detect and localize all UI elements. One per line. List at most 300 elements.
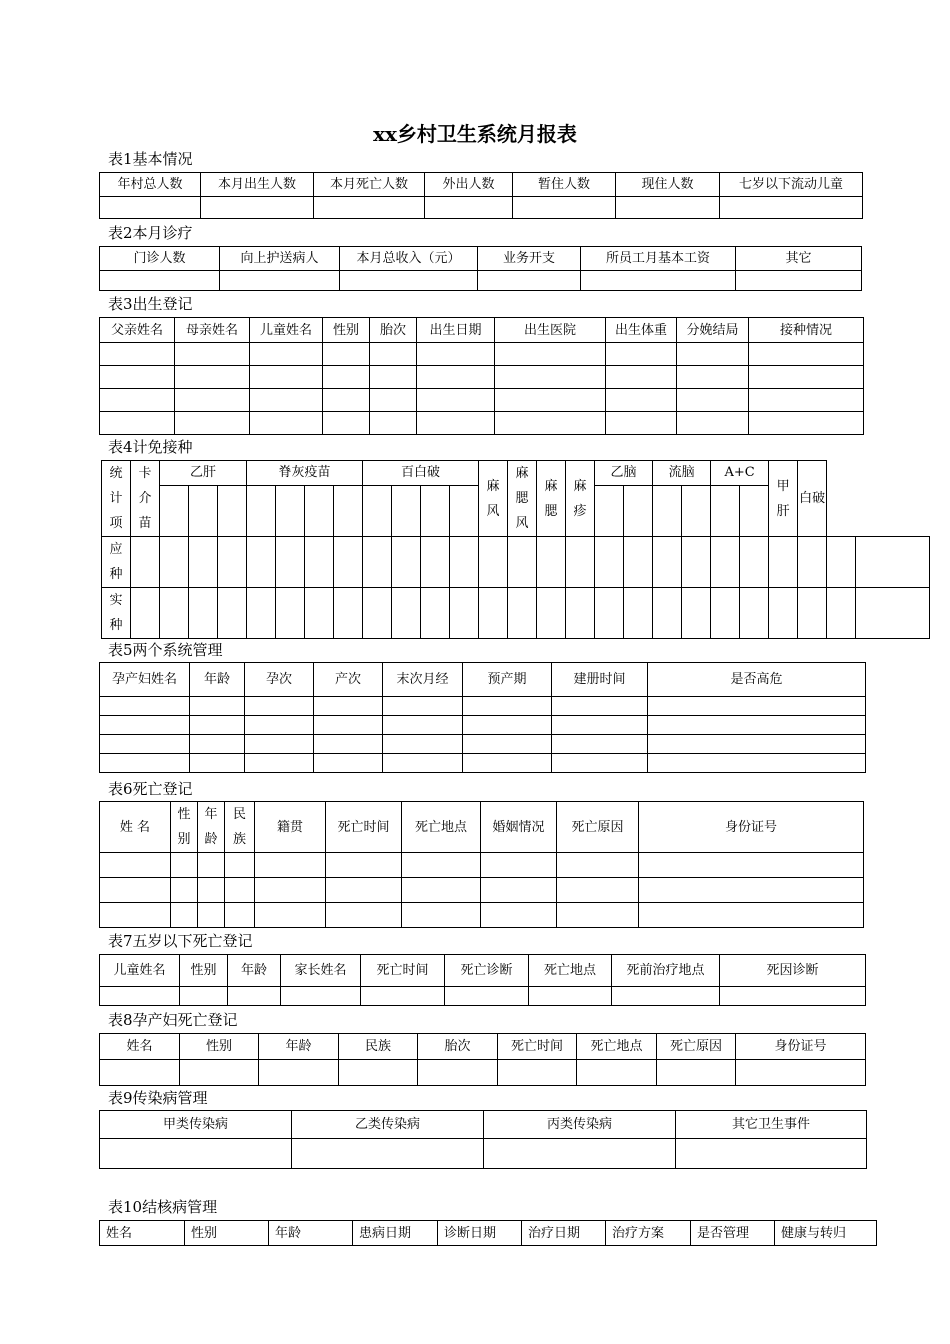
data-cell[interactable] bbox=[648, 754, 866, 773]
data-cell[interactable] bbox=[383, 754, 463, 773]
data-cell[interactable] bbox=[402, 903, 481, 928]
header-cell: 出生日期 bbox=[417, 318, 495, 343]
data-cell[interactable] bbox=[749, 366, 864, 389]
data-cell[interactable] bbox=[639, 903, 864, 928]
data-cell[interactable] bbox=[326, 853, 402, 878]
table2-caption: 表2本月诊疗 bbox=[108, 224, 193, 242]
table10-tuberculosis bbox=[99, 1220, 877, 1246]
data-cell[interactable] bbox=[100, 754, 190, 773]
data-cell[interactable] bbox=[323, 343, 370, 366]
header-cell: 姓名 bbox=[100, 1034, 180, 1060]
dose-cell bbox=[682, 485, 711, 536]
data-cell[interactable] bbox=[639, 853, 864, 878]
data-cell[interactable] bbox=[198, 878, 225, 903]
data-cell[interactable] bbox=[326, 903, 402, 928]
table-row bbox=[100, 271, 862, 291]
data-cell[interactable] bbox=[100, 697, 190, 716]
data-cell[interactable] bbox=[711, 537, 740, 588]
data-cell[interactable] bbox=[305, 537, 334, 588]
data-cell[interactable] bbox=[616, 197, 720, 219]
data-cell[interactable] bbox=[402, 878, 481, 903]
data-cell[interactable] bbox=[323, 389, 370, 412]
data-cell[interactable] bbox=[648, 735, 866, 754]
dose-cell bbox=[305, 485, 334, 536]
header-cell: 丙类传染病 bbox=[484, 1111, 676, 1139]
header-cell: 死亡诊断 bbox=[445, 955, 529, 987]
measles-header: 麻 疹 bbox=[566, 461, 595, 537]
data-cell[interactable] bbox=[657, 1060, 736, 1086]
data-cell[interactable] bbox=[677, 412, 749, 435]
data-cell[interactable] bbox=[100, 271, 220, 291]
header-cell: 死亡原因 bbox=[557, 802, 639, 853]
header-cell: 出生体重 bbox=[606, 318, 677, 343]
data-cell[interactable] bbox=[370, 343, 417, 366]
dose-cell bbox=[421, 485, 450, 536]
data-cell[interactable] bbox=[255, 853, 326, 878]
data-cell[interactable] bbox=[513, 197, 616, 219]
table-row bbox=[100, 716, 866, 735]
data-cell[interactable] bbox=[276, 588, 305, 639]
data-cell[interactable] bbox=[305, 588, 334, 639]
table1-caption: 表1基本情况 bbox=[108, 150, 193, 168]
header-cell: 儿童姓名 bbox=[100, 955, 180, 987]
data-cell[interactable] bbox=[175, 412, 250, 435]
data-cell[interactable] bbox=[612, 987, 720, 1006]
hepatitis-a-header: 甲 肝 bbox=[769, 461, 798, 537]
header-cell: 建册时间 bbox=[552, 663, 648, 697]
table-row bbox=[100, 343, 864, 366]
data-cell[interactable] bbox=[418, 1060, 498, 1086]
data-cell[interactable] bbox=[383, 697, 463, 716]
header-cell: 母亲姓名 bbox=[175, 318, 250, 343]
data-cell[interactable] bbox=[392, 588, 421, 639]
data-cell[interactable] bbox=[481, 853, 557, 878]
data-cell[interactable] bbox=[314, 197, 425, 219]
data-cell[interactable] bbox=[624, 588, 653, 639]
table-row bbox=[100, 197, 863, 219]
data-cell[interactable] bbox=[421, 537, 450, 588]
data-cell[interactable] bbox=[552, 735, 648, 754]
data-cell[interactable] bbox=[595, 537, 624, 588]
data-cell[interactable] bbox=[250, 389, 323, 412]
data-cell[interactable] bbox=[479, 537, 508, 588]
data-cell[interactable] bbox=[529, 987, 612, 1006]
data-cell[interactable] bbox=[508, 537, 537, 588]
table-row bbox=[100, 1139, 867, 1169]
data-cell[interactable] bbox=[445, 987, 529, 1006]
data-cell[interactable] bbox=[749, 412, 864, 435]
data-cell[interactable] bbox=[417, 366, 495, 389]
header-cell: 预产期 bbox=[463, 663, 552, 697]
header-cell: 死因诊断 bbox=[720, 955, 866, 987]
data-cell[interactable] bbox=[769, 588, 798, 639]
data-cell[interactable] bbox=[281, 987, 361, 1006]
data-cell[interactable] bbox=[749, 389, 864, 412]
table-row bbox=[102, 537, 930, 588]
data-cell[interactable] bbox=[100, 412, 175, 435]
header-cell: 籍贯 bbox=[255, 802, 326, 853]
data-cell[interactable] bbox=[740, 588, 769, 639]
data-cell[interactable] bbox=[566, 588, 595, 639]
data-cell[interactable] bbox=[577, 1060, 657, 1086]
table-row bbox=[100, 389, 864, 412]
data-cell[interactable] bbox=[552, 716, 648, 735]
data-cell[interactable] bbox=[100, 853, 171, 878]
table3-birth-registration bbox=[99, 317, 864, 435]
data-cell[interactable] bbox=[190, 697, 245, 716]
data-cell[interactable] bbox=[383, 716, 463, 735]
stat-item-header: 统 计 项 bbox=[102, 461, 131, 537]
header-cell: 死亡地点 bbox=[402, 802, 481, 853]
mr-header: 麻 风 bbox=[479, 461, 508, 537]
table9-infectious-disease bbox=[99, 1110, 867, 1169]
table-row bbox=[100, 754, 866, 773]
table-row bbox=[100, 412, 864, 435]
header-cell: 年村总人数 bbox=[100, 173, 201, 197]
data-cell[interactable] bbox=[417, 343, 495, 366]
data-cell[interactable] bbox=[537, 588, 566, 639]
data-cell[interactable] bbox=[160, 588, 189, 639]
dtp-header: 百白破 bbox=[363, 461, 479, 486]
data-cell[interactable] bbox=[537, 537, 566, 588]
data-cell[interactable] bbox=[189, 588, 218, 639]
data-cell[interactable] bbox=[581, 271, 736, 291]
data-cell[interactable] bbox=[175, 389, 250, 412]
data-cell[interactable] bbox=[557, 903, 639, 928]
table5-maternal-management bbox=[99, 662, 866, 773]
data-cell[interactable] bbox=[171, 878, 198, 903]
header-cell: 姓 名 bbox=[100, 802, 171, 853]
data-cell[interactable] bbox=[481, 903, 557, 928]
data-cell[interactable] bbox=[557, 878, 639, 903]
data-cell[interactable] bbox=[259, 1060, 339, 1086]
data-cell[interactable] bbox=[100, 1060, 180, 1086]
table1-basic-info bbox=[99, 172, 863, 219]
data-cell[interactable] bbox=[100, 1139, 292, 1169]
header-cell: 向上护送病人 bbox=[220, 247, 340, 271]
data-cell[interactable] bbox=[100, 903, 171, 928]
header-cell: 性别 bbox=[323, 318, 370, 343]
header-cell: 产次 bbox=[314, 663, 383, 697]
header-cell: 出生医院 bbox=[495, 318, 606, 343]
data-cell[interactable] bbox=[856, 537, 930, 588]
data-cell[interactable] bbox=[606, 412, 677, 435]
header-cell: 治疗日期 bbox=[522, 1221, 606, 1246]
data-cell[interactable] bbox=[250, 412, 323, 435]
data-cell[interactable] bbox=[250, 366, 323, 389]
data-cell[interactable] bbox=[245, 754, 314, 773]
header-cell: 死亡地点 bbox=[577, 1034, 657, 1060]
table-row bbox=[100, 853, 864, 878]
data-cell[interactable] bbox=[720, 987, 866, 1006]
data-cell[interactable] bbox=[247, 588, 276, 639]
header-cell: 年龄 bbox=[228, 955, 281, 987]
data-cell[interactable] bbox=[463, 754, 552, 773]
header-cell: 死亡时间 bbox=[326, 802, 402, 853]
header-cell: 其它卫生事件 bbox=[676, 1111, 867, 1139]
dose-cell bbox=[595, 485, 624, 536]
header-cell: 年 龄 bbox=[198, 802, 225, 853]
data-cell[interactable] bbox=[498, 1060, 577, 1086]
header-cell: 性 别 bbox=[171, 802, 198, 853]
table4-immunization bbox=[101, 460, 930, 639]
data-cell[interactable] bbox=[711, 588, 740, 639]
data-cell[interactable] bbox=[363, 537, 392, 588]
data-cell[interactable] bbox=[225, 903, 255, 928]
data-cell[interactable] bbox=[228, 987, 281, 1006]
data-cell[interactable] bbox=[856, 588, 930, 639]
data-cell[interactable] bbox=[606, 343, 677, 366]
header-cell: 治疗方案 bbox=[606, 1221, 691, 1246]
table-row bbox=[102, 588, 930, 639]
data-cell[interactable] bbox=[421, 588, 450, 639]
header-cell: 死前治疗地点 bbox=[612, 955, 720, 987]
data-cell[interactable] bbox=[495, 389, 606, 412]
hepatitis-b-header: 乙肝 bbox=[160, 461, 247, 486]
header-cell: 民族 bbox=[339, 1034, 418, 1060]
data-cell[interactable] bbox=[255, 903, 326, 928]
data-cell[interactable] bbox=[479, 588, 508, 639]
dose-cell bbox=[160, 485, 189, 536]
data-cell[interactable] bbox=[463, 735, 552, 754]
data-cell[interactable] bbox=[740, 537, 769, 588]
data-cell[interactable] bbox=[478, 271, 581, 291]
data-cell[interactable] bbox=[245, 735, 314, 754]
data-cell[interactable] bbox=[190, 716, 245, 735]
data-cell[interactable] bbox=[175, 343, 250, 366]
data-cell[interactable] bbox=[180, 1060, 259, 1086]
data-cell[interactable] bbox=[736, 1060, 866, 1086]
data-cell[interactable] bbox=[677, 366, 749, 389]
data-cell[interactable] bbox=[417, 412, 495, 435]
dt-header: 白破 bbox=[798, 461, 827, 537]
data-cell[interactable] bbox=[255, 878, 326, 903]
table8-caption: 表8孕产妇死亡登记 bbox=[108, 1011, 238, 1029]
data-cell[interactable] bbox=[798, 588, 827, 639]
header-cell: 是否管理 bbox=[691, 1221, 775, 1246]
data-cell[interactable] bbox=[508, 588, 537, 639]
data-cell[interactable] bbox=[736, 271, 862, 291]
header-cell: 外出人数 bbox=[425, 173, 513, 197]
data-cell[interactable] bbox=[190, 735, 245, 754]
table-row bbox=[100, 697, 866, 716]
data-cell[interactable] bbox=[198, 853, 225, 878]
data-cell[interactable] bbox=[677, 389, 749, 412]
data-cell[interactable] bbox=[827, 537, 856, 588]
data-cell[interactable] bbox=[463, 697, 552, 716]
data-cell[interactable] bbox=[682, 588, 711, 639]
data-cell[interactable] bbox=[361, 987, 445, 1006]
data-cell[interactable] bbox=[131, 588, 160, 639]
data-cell[interactable] bbox=[131, 537, 160, 588]
data-cell[interactable] bbox=[677, 343, 749, 366]
header-cell: 门诊人数 bbox=[100, 247, 220, 271]
mmr-header: 麻 腮 风 bbox=[508, 461, 537, 537]
header-cell: 健康与转归 bbox=[775, 1221, 877, 1246]
data-cell[interactable] bbox=[247, 537, 276, 588]
data-cell[interactable] bbox=[189, 537, 218, 588]
data-cell[interactable] bbox=[648, 716, 866, 735]
data-cell[interactable] bbox=[314, 697, 383, 716]
mm-header: 麻 腮 bbox=[537, 461, 566, 537]
data-cell[interactable] bbox=[100, 716, 190, 735]
polio-header: 脊灰疫苗 bbox=[247, 461, 363, 486]
table-row bbox=[100, 366, 864, 389]
table-row bbox=[100, 987, 866, 1006]
header-cell: 身份证号 bbox=[736, 1034, 866, 1060]
header-cell: 家长姓名 bbox=[281, 955, 361, 987]
header-cell: 孕产妇姓名 bbox=[100, 663, 190, 697]
header-cell: 婚姻情况 bbox=[481, 802, 557, 853]
data-cell[interactable] bbox=[557, 853, 639, 878]
table-row bbox=[100, 878, 864, 903]
table-row bbox=[100, 735, 866, 754]
dose-cell bbox=[740, 485, 769, 536]
data-cell[interactable] bbox=[481, 878, 557, 903]
data-cell[interactable] bbox=[648, 697, 866, 716]
header-cell: 接种情况 bbox=[749, 318, 864, 343]
data-cell[interactable] bbox=[218, 588, 247, 639]
header-cell: 性别 bbox=[180, 955, 228, 987]
data-cell[interactable] bbox=[370, 389, 417, 412]
data-cell[interactable] bbox=[326, 878, 402, 903]
header-cell: 性别 bbox=[180, 1034, 259, 1060]
data-cell[interactable] bbox=[798, 537, 827, 588]
header-cell: 身份证号 bbox=[639, 802, 864, 853]
data-cell[interactable] bbox=[250, 343, 323, 366]
data-cell[interactable] bbox=[100, 366, 175, 389]
header-cell: 胎次 bbox=[370, 318, 417, 343]
data-cell[interactable] bbox=[100, 343, 175, 366]
data-cell[interactable] bbox=[171, 903, 198, 928]
data-cell[interactable] bbox=[383, 735, 463, 754]
data-cell[interactable] bbox=[720, 197, 863, 219]
header-cell: 孕次 bbox=[245, 663, 314, 697]
dose-cell bbox=[711, 485, 740, 536]
data-cell[interactable] bbox=[639, 878, 864, 903]
data-cell[interactable] bbox=[314, 735, 383, 754]
header-cell: 儿童姓名 bbox=[250, 318, 323, 343]
data-cell[interactable] bbox=[225, 853, 255, 878]
header-cell: 现住人数 bbox=[616, 173, 720, 197]
data-cell[interactable] bbox=[463, 716, 552, 735]
dose-cell bbox=[363, 485, 392, 536]
data-cell[interactable] bbox=[100, 878, 171, 903]
table2-monthly-clinic bbox=[99, 246, 862, 291]
header-cell: 暂住人数 bbox=[513, 173, 616, 197]
data-cell[interactable] bbox=[552, 754, 648, 773]
header-cell: 死亡时间 bbox=[498, 1034, 577, 1060]
data-cell[interactable] bbox=[450, 588, 479, 639]
data-cell[interactable] bbox=[370, 412, 417, 435]
data-cell[interactable] bbox=[402, 853, 481, 878]
data-cell[interactable] bbox=[682, 537, 711, 588]
data-cell[interactable] bbox=[314, 716, 383, 735]
dose-cell bbox=[450, 485, 479, 536]
data-cell[interactable] bbox=[749, 343, 864, 366]
data-cell[interactable] bbox=[160, 537, 189, 588]
header-cell: 死亡时间 bbox=[361, 955, 445, 987]
header-cell: 性别 bbox=[185, 1221, 269, 1246]
data-cell[interactable] bbox=[495, 366, 606, 389]
data-cell[interactable] bbox=[624, 537, 653, 588]
header-cell: 业务开支 bbox=[478, 247, 581, 271]
table6-death-registration bbox=[99, 801, 864, 928]
data-cell[interactable] bbox=[595, 588, 624, 639]
data-cell[interactable] bbox=[363, 588, 392, 639]
data-cell[interactable] bbox=[100, 735, 190, 754]
header-cell: 本月出生人数 bbox=[201, 173, 314, 197]
data-cell[interactable] bbox=[171, 853, 198, 878]
data-cell[interactable] bbox=[484, 1139, 676, 1169]
table10-caption: 表10结核病管理 bbox=[108, 1198, 218, 1216]
table4-caption: 表4计免接种 bbox=[108, 438, 193, 456]
data-cell[interactable] bbox=[450, 537, 479, 588]
data-cell[interactable] bbox=[495, 343, 606, 366]
data-cell[interactable] bbox=[323, 366, 370, 389]
row-label-should: 应 种 bbox=[102, 537, 131, 588]
data-cell[interactable] bbox=[323, 412, 370, 435]
header-cell: 年龄 bbox=[269, 1221, 353, 1246]
data-cell[interactable] bbox=[292, 1139, 484, 1169]
data-cell[interactable] bbox=[100, 389, 175, 412]
data-cell[interactable] bbox=[225, 878, 255, 903]
header-cell: 民 族 bbox=[225, 802, 255, 853]
data-cell[interactable] bbox=[201, 197, 314, 219]
header-cell: 姓名 bbox=[100, 1221, 185, 1246]
dose-cell bbox=[189, 485, 218, 536]
data-cell[interactable] bbox=[606, 389, 677, 412]
data-cell[interactable] bbox=[220, 271, 340, 291]
data-cell[interactable] bbox=[175, 366, 250, 389]
data-cell[interactable] bbox=[339, 1060, 418, 1086]
data-cell[interactable] bbox=[100, 197, 201, 219]
data-cell[interactable] bbox=[552, 697, 648, 716]
data-cell[interactable] bbox=[314, 754, 383, 773]
ac-header: A+C bbox=[711, 461, 769, 486]
data-cell[interactable] bbox=[334, 537, 363, 588]
header-cell: 分娩结局 bbox=[677, 318, 749, 343]
data-cell[interactable] bbox=[495, 412, 606, 435]
data-cell[interactable] bbox=[392, 537, 421, 588]
data-cell[interactable] bbox=[827, 588, 856, 639]
data-cell[interactable] bbox=[425, 197, 513, 219]
data-cell[interactable] bbox=[190, 754, 245, 773]
data-cell[interactable] bbox=[100, 987, 180, 1006]
header-cell: 胎次 bbox=[418, 1034, 498, 1060]
data-cell[interactable] bbox=[606, 366, 677, 389]
data-cell[interactable] bbox=[198, 903, 225, 928]
data-cell[interactable] bbox=[566, 537, 595, 588]
header-cell: 所员工月基本工资 bbox=[581, 247, 736, 271]
data-cell[interactable] bbox=[340, 271, 478, 291]
header-cell: 本月死亡人数 bbox=[314, 173, 425, 197]
data-cell[interactable] bbox=[245, 697, 314, 716]
data-cell[interactable] bbox=[334, 588, 363, 639]
data-cell[interactable] bbox=[370, 366, 417, 389]
header-cell: 是否高危 bbox=[648, 663, 866, 697]
data-cell[interactable] bbox=[180, 987, 228, 1006]
data-cell[interactable] bbox=[676, 1139, 867, 1169]
data-cell[interactable] bbox=[769, 537, 798, 588]
data-cell[interactable] bbox=[417, 389, 495, 412]
data-cell[interactable] bbox=[245, 716, 314, 735]
data-cell[interactable] bbox=[218, 537, 247, 588]
data-cell[interactable] bbox=[276, 537, 305, 588]
data-cell[interactable] bbox=[653, 588, 682, 639]
header-cell: 诊断日期 bbox=[438, 1221, 522, 1246]
data-cell[interactable] bbox=[653, 537, 682, 588]
